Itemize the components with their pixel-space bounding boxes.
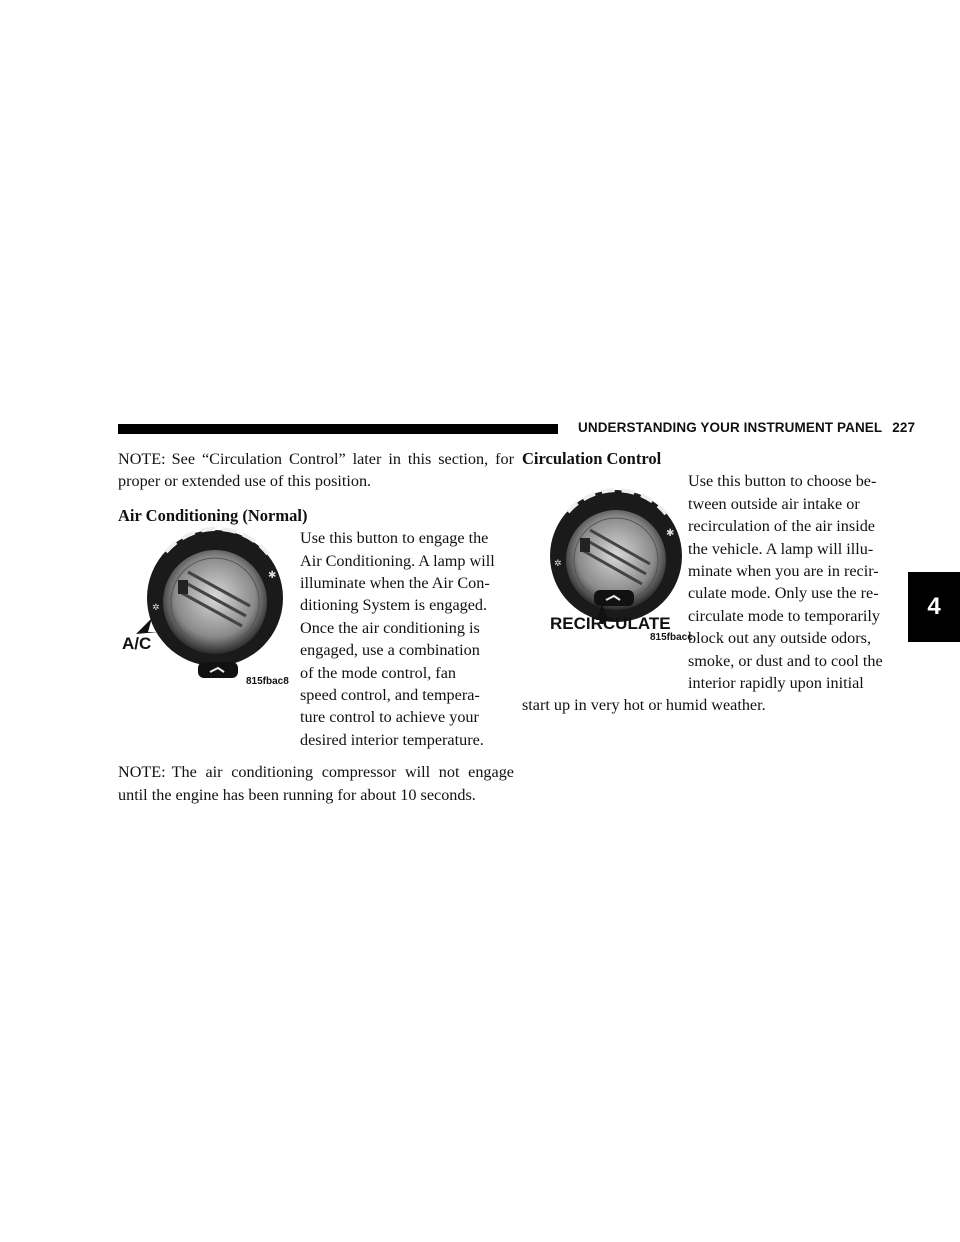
svg-text:✲: ✲: [554, 559, 562, 569]
circ-line: culate mode. Only use the re-: [688, 584, 879, 603]
circ-line: minate when you are in recir-: [688, 562, 879, 581]
note-text: See “Circulation Control” later in this section, for proper or extended use of this position.: [118, 450, 514, 491]
section-heading-circulation: Circulation Control: [522, 449, 662, 468]
circ-line: block out any outside odors,: [688, 629, 871, 648]
recirculate-knob-figure: [524, 486, 694, 646]
ac-line: illuminate when the Air Con-: [300, 574, 490, 593]
svg-text:✱: ✱: [268, 570, 277, 581]
recirculate-figure-label: RECIRCULATE: [550, 614, 671, 633]
ac-line: ture control to achieve your: [300, 708, 479, 727]
ac-line: ditioning System is engaged.: [300, 596, 488, 615]
circ-line: recirculation of the air inside: [688, 517, 875, 536]
ac-line: engaged, use a combination: [300, 641, 480, 660]
circ-line: smoke, or dust and to cool the: [688, 651, 883, 670]
circ-line: circulate mode to temporarily: [688, 606, 880, 625]
svg-text:✱: ✱: [666, 528, 675, 539]
circ-line: the vehicle. A lamp will illu-: [688, 539, 874, 558]
ac-line: Once the air conditioning is: [300, 618, 480, 637]
ac-line: of the mode control, fan: [300, 663, 456, 682]
note-paragraph: [118, 448, 514, 493]
note-text: The air conditioning compressor will not engage until the engine has been running for about 10 seconds.: [118, 763, 514, 804]
circ-body-tail: start up in very hot or humid weather.: [522, 696, 766, 715]
page-number: 227: [892, 420, 916, 435]
ac-figure-label: A/C: [122, 634, 152, 653]
circ-line: Use this button to choose be-: [688, 472, 877, 491]
svg-text:✲: ✲: [152, 603, 160, 613]
knob-illustration: [118, 522, 304, 690]
section-heading-ac: Air Conditioning (Normal): [118, 505, 308, 525]
circ-line: tween outside air intake or: [688, 494, 860, 513]
chapter-tab: 4: [908, 572, 960, 642]
figure-code: 815fbac8: [246, 676, 289, 687]
section-title: UNDERSTANDING YOUR INSTRUMENT PANEL: [578, 420, 883, 435]
figure-code: 815fbacc: [650, 632, 693, 643]
ac-line: Use this button to engage the: [300, 529, 489, 548]
ac-line: desired interior temperature.: [300, 730, 484, 749]
header-rule: [118, 424, 558, 434]
ac-knob-figure: [118, 522, 304, 690]
running-header: [578, 420, 915, 435]
note-paragraph-2: [118, 761, 514, 806]
ac-line: Air Conditioning. A lamp will: [300, 551, 495, 570]
ac-line: speed control, and tempera-: [300, 686, 480, 705]
note-label: NOTE:: [118, 763, 166, 782]
circ-line: interior rapidly upon initial: [688, 674, 864, 693]
note-label: NOTE:: [118, 450, 166, 468]
